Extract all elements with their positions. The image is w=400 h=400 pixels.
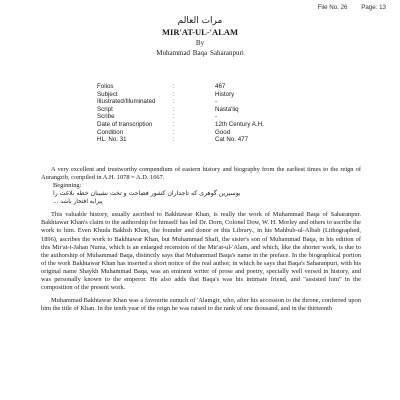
meta-row-folios bbox=[97, 83, 315, 91]
meta-value: - bbox=[215, 98, 218, 106]
bakhtawar-paragraph: Muhammad Bakhtawar Khan was a favourite eunuch of 'Alamgir, who, after his accession to the throne, conferred upon him the title of Khan. In the tenth year of the reign he was raised to the rank of one thousand, and in the thirteenth bbox=[41, 297, 361, 313]
file-number: File No. 26 bbox=[317, 4, 348, 11]
meta-value: 12th Century A.H. bbox=[215, 120, 264, 128]
meta-label: Illustrated/Illuminated bbox=[97, 98, 156, 106]
meta-value: Nasta'liq bbox=[215, 105, 239, 113]
urdu-incipit-line-1: بوسیرین گوهری که تاجداران کشور فصاحت و تخت نشینان خطه بلاغت را bbox=[53, 190, 241, 198]
meta-label: Subject bbox=[97, 90, 118, 98]
meta-value: 467 bbox=[215, 83, 226, 90]
meta-colon: : bbox=[173, 136, 175, 144]
page-number: Page: 13 bbox=[361, 4, 386, 11]
title-by: By bbox=[195, 39, 205, 47]
intro-paragraph: A very excellent and trustworthy compendium of eastern history and biography from the earliest times to the reign of Aurangzib, compiled in A.H. 1078 = A.D. 1667. bbox=[41, 166, 361, 182]
meta-colon: : bbox=[173, 83, 175, 90]
meta-row-subject bbox=[97, 91, 315, 99]
meta-value: - bbox=[215, 113, 218, 121]
beginning-label: Beginning: bbox=[53, 182, 82, 190]
meta-value: Good bbox=[215, 128, 231, 136]
title-roman: MIR'AT-UL-'ALAM bbox=[161, 27, 239, 37]
meta-colon: : bbox=[173, 105, 175, 113]
meta-label: Script bbox=[97, 105, 113, 113]
title-author: Muhammad Baqa Saharanpuri bbox=[156, 49, 244, 57]
meta-row-hl-number bbox=[97, 136, 315, 144]
meta-label: HL. No. 31 bbox=[97, 136, 127, 144]
meta-label: Folios bbox=[97, 83, 114, 90]
page-header-meta bbox=[306, 4, 386, 11]
meta-colon: : bbox=[173, 90, 175, 98]
metadata-table bbox=[97, 83, 315, 144]
meta-colon: : bbox=[173, 120, 175, 128]
title-urdu: مرات العالم bbox=[177, 16, 223, 26]
meta-colon: : bbox=[173, 113, 175, 121]
body-text bbox=[41, 166, 361, 313]
urdu-incipit-line-2: پیرایه افتخار باشد ... bbox=[53, 199, 103, 206]
authorship-paragraph: This valuable history, usually ascribed to Bakhtawar Khan, is really the work of Muhammad Baqa of Saharanpur. Bakhtawar Khan's claim to the authorship for himself has led Dr. Dorn, Colonel Dow, W. H. Morley and others to ascribe the work to him. Even Khuda Bakhsh Khan, the founder and donor or this Library., in his Mahbub-ul-Albab (Lithographed, 1896), ascribes the work to Bakhtawar Khan, but Muhammad Shafi, the sister's son of Muhammad Baqa, in his edition of this Mir'at-i-Jahan Numa, which is an enlarged recension of the Mir'at-ul-'Alam, and which, like the shorter work, is due to the authorship of Muhammad Baqa, distinctly says that Muhammad Baqa's name in the preface. In the biographical portion of the work Bakhtawar Khan has inserted a short notice of the real author, in which he says that Baqa's Saharanpuri, with his original name Shaykh Muhammad Baqa, was an eminent writer of prose and poetry, specially well versed in history, and was personally known to the emperor. He also adds that Baqa's was his intimate friend, and "assisted him" in the composition of the present work. bbox=[41, 211, 361, 292]
meta-label: Scribe bbox=[97, 113, 115, 121]
meta-row-condition bbox=[97, 129, 315, 137]
meta-label: Date of transcription bbox=[97, 120, 153, 128]
meta-row-date bbox=[97, 121, 315, 129]
meta-value: Cat No. 477 bbox=[215, 136, 249, 144]
title-block bbox=[0, 15, 400, 58]
meta-value: History bbox=[215, 90, 235, 98]
meta-colon: : bbox=[173, 128, 175, 136]
meta-label: Condition bbox=[97, 128, 124, 136]
meta-row-script bbox=[97, 106, 315, 114]
meta-row-scribe bbox=[97, 113, 315, 121]
meta-row-illustrated bbox=[97, 98, 315, 106]
meta-colon: : bbox=[173, 98, 175, 106]
